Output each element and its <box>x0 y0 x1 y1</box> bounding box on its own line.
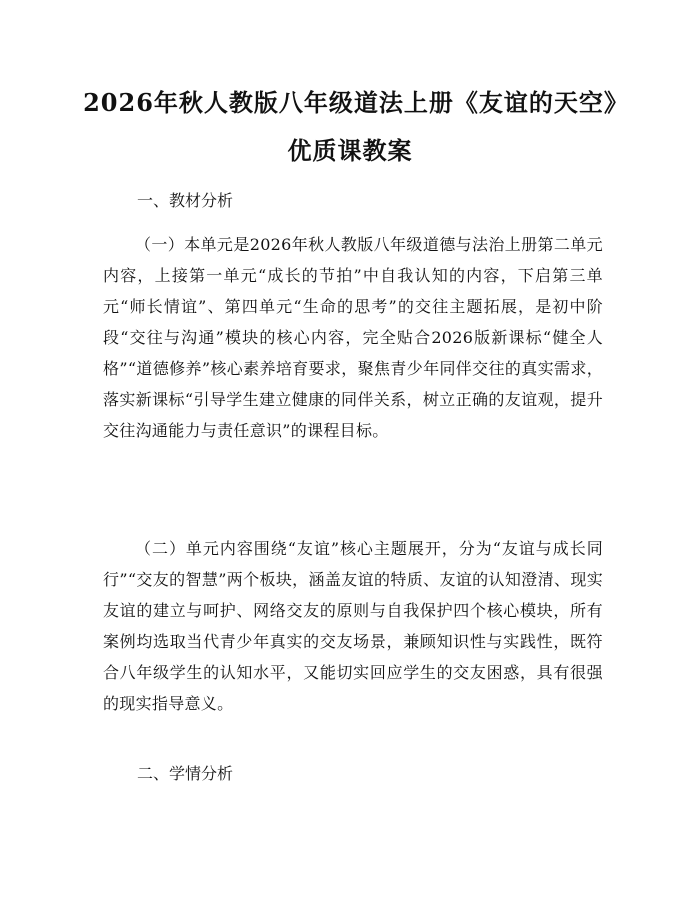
section-heading-student-analysis: 二、学情分析 <box>137 764 234 783</box>
section-heading-textbook-analysis: 一、教材分析 <box>137 191 234 210</box>
document-title: 2026年秋人教版八年级道法上册《友谊的天空》优质课教案 <box>83 88 617 165</box>
paragraph-unit-content: （二）单元内容围绕“友谊”核心主题展开，分为“友谊与成长同行”“交友的智慧”两个板块，涵盖友谊的特质、友谊的认知澄清、现实友谊的建立与呵护、网络交友的原则与自我保护四个核心模块，所有案例均选取当代青少年真实的交友场景，兼顾知识性与实践性，既符合八年级学生的认知水平，又能切实回应学生的交友困惑，具有很强的现实指导意义。 <box>103 539 603 713</box>
paragraph-unit-overview: （一）本单元是2026年秋人教版八年级道德与法治上册第二单元内容，上接第一单元“成长的节拍”中自我认知的内容，下启第三单元“师长情谊”、第四单元“生命的思考”的交往主题拓展，是初中阶段“交往与沟通”模块的核心内容，完全贴合2026版新课标“健全人格”“道德修养”核心素养培育要求，聚焦青少年同伴交往的真实需求，落实新课标“引导学生建立健康的同伴关系，树立正确的友谊观，提升交往沟通能力与责任意识”的课程目标。 <box>103 235 603 440</box>
